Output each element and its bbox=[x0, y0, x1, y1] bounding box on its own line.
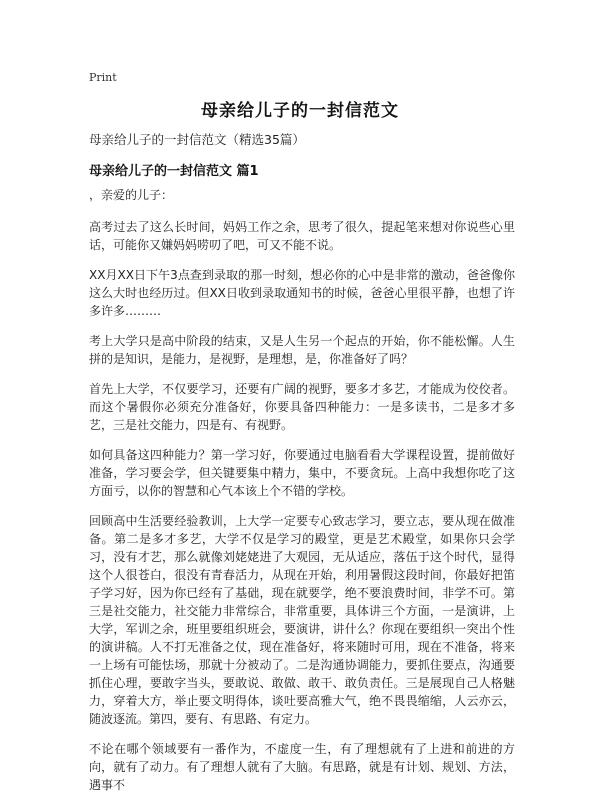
body-paragraph: 考上大学只是高中阶段的结束，又是人生另一个起点的开始，你不能松懈。人生拼的是知识，是能力，是视野，是理想，是，你准备好了吗？ bbox=[89, 334, 515, 366]
print-label[interactable]: Print bbox=[89, 71, 117, 84]
body-paragraph: 如何具备这四种能力？第一学习好，你要通过电脑看看大学课程设置，提前做好准备，学习要会学，但关键要集中精力，集中，不要贪玩。上高中我想你吃了这方面亏，以你的智慧和心气本该上个不错的学校。 bbox=[89, 448, 515, 498]
body-paragraph: XX月XX日下午3点查到录取的那一时刻，想必你的心中是非常的激动，爸爸像你这么大时也经历过。但XX日收到录取通知书的时候，爸爸心里很平静，也想了许多许多……… bbox=[89, 268, 515, 318]
body-paragraph: 首先上大学，不仅要学习，还要有广阔的视野，要多才多艺，才能成为佼佼者。而这个暑假你必须充分准备好，你要具备四种能力：一是多读书，二是多才多艺，三是社交能力，四是有、有视野。 bbox=[89, 382, 515, 432]
section-heading: 母亲给儿子的一封信范文 篇1 bbox=[89, 164, 259, 179]
letter-greeting: ，亲爱的儿子： bbox=[89, 188, 174, 202]
body-paragraph: 回顾高中生活要经验教训，上大学一定要专心致志学习，要立志，要从现在做准备。第二是多才多艺，大学不仅是学习的殿堂，更是艺术殿堂，如果你只会学习，没有才艺，那么就像刘姥姥进了大观园，无从适应，落伍于这个时代，显得这个人很苍白，很没有青春活力，从现在开始，利用暑假这段时间，你最好把笛子学习好，因为你已经有了基础，现在就要学，绝不要浪费时间，非学不可。第三是社交能力，社交能力非常综合，非常重要，具体讲三个方面，一是演讲，上大学，军训之余，班里要组织班会，要演讲，讲什么？你现在要组织一突出个性的演讲稿。人不打无准备之仗，现在准备好，将来随时可用，现在不准备，将来一上场有可能怯场，那就十分被动了。二是沟通协调能力，要抓住要点，沟通要抓住心理，要敢字当头，要敢说、敢做、敢干、敢负责任。三是展现自己人格魅力，穿着大方，举止要文明得体，谈吐要高雅大气，绝不畏畏缩缩，人云亦云，随波逐流。第四，要有、有思路、有定力。 bbox=[89, 514, 515, 726]
page-title: 母亲给儿子的一封信范文 bbox=[201, 101, 399, 121]
document-subtitle: 母亲给儿子的一封信范文（精选35篇） bbox=[89, 132, 305, 147]
letter-body bbox=[89, 186, 515, 806]
body-paragraph: 不论在哪个领域要有一番作为，不虚度一生，有了理想就有了上进和前进的方向，就有了动力。有了理想人就有了大脑。有思路，就是有计划、规划、方法，遇事不 bbox=[89, 742, 515, 792]
body-paragraph: 高考过去了这么长时间，妈妈工作之余，思考了很久，提起笔来想对你说些心里话，可能你又嫌妈妈唠叨了吧，可又不能不说。 bbox=[89, 220, 515, 252]
